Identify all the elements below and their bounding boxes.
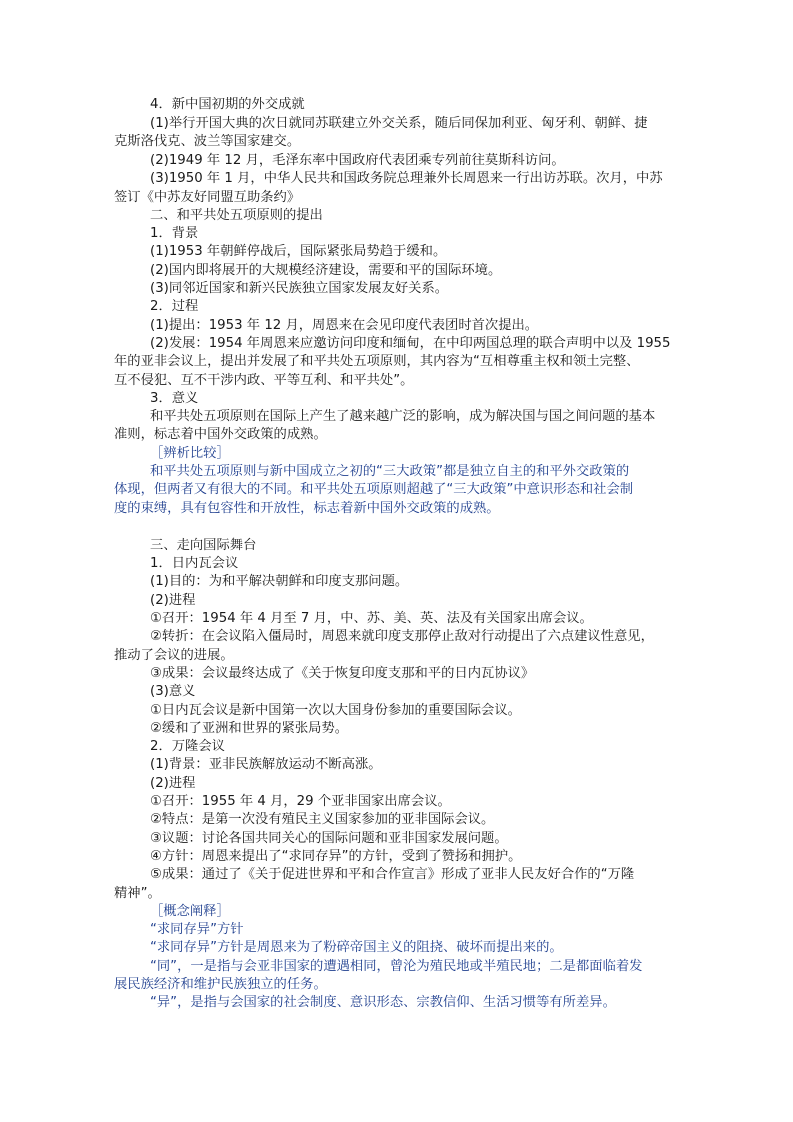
text-line: ［概念阐释］ bbox=[150, 904, 230, 919]
text-line: (2)发展：1954 年周恩来应邀访问印度和缅甸，在中印两国总理的联合声明中以及 1955 bbox=[150, 336, 671, 351]
text-line: (1)背景：亚非民族解放运动不断高涨。 bbox=[150, 757, 382, 772]
text-line: ①召开：1954 年 4 月至 7 月，中、苏、美、英、法及有关国家出席会议。 bbox=[150, 611, 593, 626]
text-line: 1．日内瓦会议 bbox=[150, 556, 239, 571]
text-line: 准则，标志着中国外交政策的成熟。 bbox=[114, 427, 327, 442]
text-line: ［辨析比较］ bbox=[150, 446, 230, 461]
text-line: 二、和平共处五项原则的提出 bbox=[150, 208, 323, 223]
text-line: 度的束缚，具有包容性和开放性，标志着新中国外交政策的成熟。 bbox=[114, 501, 500, 516]
text-line: 2．过程 bbox=[150, 299, 199, 314]
text-line: 1．背景 bbox=[150, 226, 199, 241]
text-line: ②缓和了亚洲和世界的紧张局势。 bbox=[150, 721, 349, 736]
text-line: 年的亚非会议上，提出并发展了和平共处五项原则，其内容为“互相尊重主权和领土完整、 bbox=[114, 354, 640, 369]
text-line: ①召开：1955 年 4 月，29 个亚非国家出席会议。 bbox=[150, 794, 451, 809]
text-line: ②转折：在会议陷入僵局时，周恩来就印度支那停止敌对行动提出了六点建议性意见， bbox=[150, 629, 654, 644]
text-line: 4．新中国初期的外交成就 bbox=[150, 97, 305, 112]
text-line: ③议题：讨论各国共同关心的国际问题和亚非国家发展问题。 bbox=[150, 831, 508, 846]
text-line: ③成果：会议最终达成了《关于恢复印度支那和平的日内瓦协议》 bbox=[150, 666, 535, 681]
text-line: 精神”。 bbox=[114, 886, 161, 901]
text-line: 3．意义 bbox=[150, 391, 199, 406]
text-line: ④方针：周恩来提出了“求同存异”的方针，受到了赞扬和拥护。 bbox=[150, 849, 522, 864]
text-line: 和平共处五项原则与新中国成立之初的“三大政策”都是独立自主的和平外交政策的 bbox=[150, 464, 630, 479]
text-line: 互不侵犯、互不干涉内政、平等互利、和平共处”。 bbox=[114, 373, 414, 388]
text-line: (3)意义 bbox=[150, 684, 196, 699]
text-line: 2．万隆会议 bbox=[150, 739, 225, 754]
text-line: (1)举行开国大典的次日就同苏联建立外交关系，随后同保加利亚、匈牙利、朝鲜、捷 bbox=[150, 116, 648, 131]
text-line: “异”，是指与会国家的社会制度、意识形态、宗教信仰、生活习惯等有所差异。 bbox=[150, 995, 616, 1010]
text-line: 和平共处五项原则在国际上产生了越来越广泛的影响，成为解决国与国之间问题的基本 bbox=[150, 409, 656, 424]
text-line: 推动了会议的进展。 bbox=[114, 648, 234, 663]
text-line: (2)1949 年 12 月，毛泽东率中国政府代表团乘专列前往莫斯科访问。 bbox=[150, 153, 565, 168]
text-line: (1)目的：为和平解决朝鲜和印度支那问题。 bbox=[150, 574, 409, 589]
text-line: (3)同邻近国家和新兴民族独立国家发展友好关系。 bbox=[150, 281, 449, 296]
text-line: (2)国内即将展开的大规模经济建设，需要和平的国际环境。 bbox=[150, 263, 502, 278]
text-line: “同”，一是指与会亚非国家的遭遇相同，曾沦为殖民地或半殖民地；二是都面临着发 bbox=[150, 959, 643, 974]
text-line: ②特点：是第一次没有殖民主义国家参加的亚非国际会议。 bbox=[150, 812, 495, 827]
text-line: 体现，但两者又有很大的不同。和平共处五项原则超越了“三大政策”中意识形态和社会制 bbox=[114, 482, 634, 497]
text-line: (1)1953 年朝鲜停战后，国际紧张局势趋于缓和。 bbox=[150, 244, 447, 259]
text-line: (2)进程 bbox=[150, 776, 196, 791]
text-line: ⑤成果：通过了《关于促进世界和平和合作宣言》形成了亚非人民友好合作的“万隆 bbox=[150, 867, 635, 882]
text-line: (1)提出：1953 年 12 月，周恩来在会见印度代表团时首次提出。 bbox=[150, 318, 539, 333]
text-line: “求同存异”方针 bbox=[150, 922, 244, 937]
text-line: 签订《中苏友好同盟互助条约》 bbox=[114, 190, 301, 205]
text-line: ①日内瓦会议是新中国第一次以大国身份参加的重要国际会议。 bbox=[150, 703, 521, 718]
text-line: “求同存异”方针是周恩来为了粉碎帝国主义的阻挠、破坏而提出来的。 bbox=[150, 940, 563, 955]
text-line: 三、走向国际舞台 bbox=[150, 538, 257, 553]
text-line: 克斯洛伐克、波兰等国家建交。 bbox=[114, 134, 301, 149]
text-line: (3)1950 年 1 月，中华人民共和国政务院总理兼外长周恩来一行出访苏联。次月，中苏 bbox=[150, 171, 663, 186]
text-line: 展民族经济和维护民族独立的任务。 bbox=[114, 977, 327, 992]
text-line: (2)进程 bbox=[150, 593, 196, 608]
